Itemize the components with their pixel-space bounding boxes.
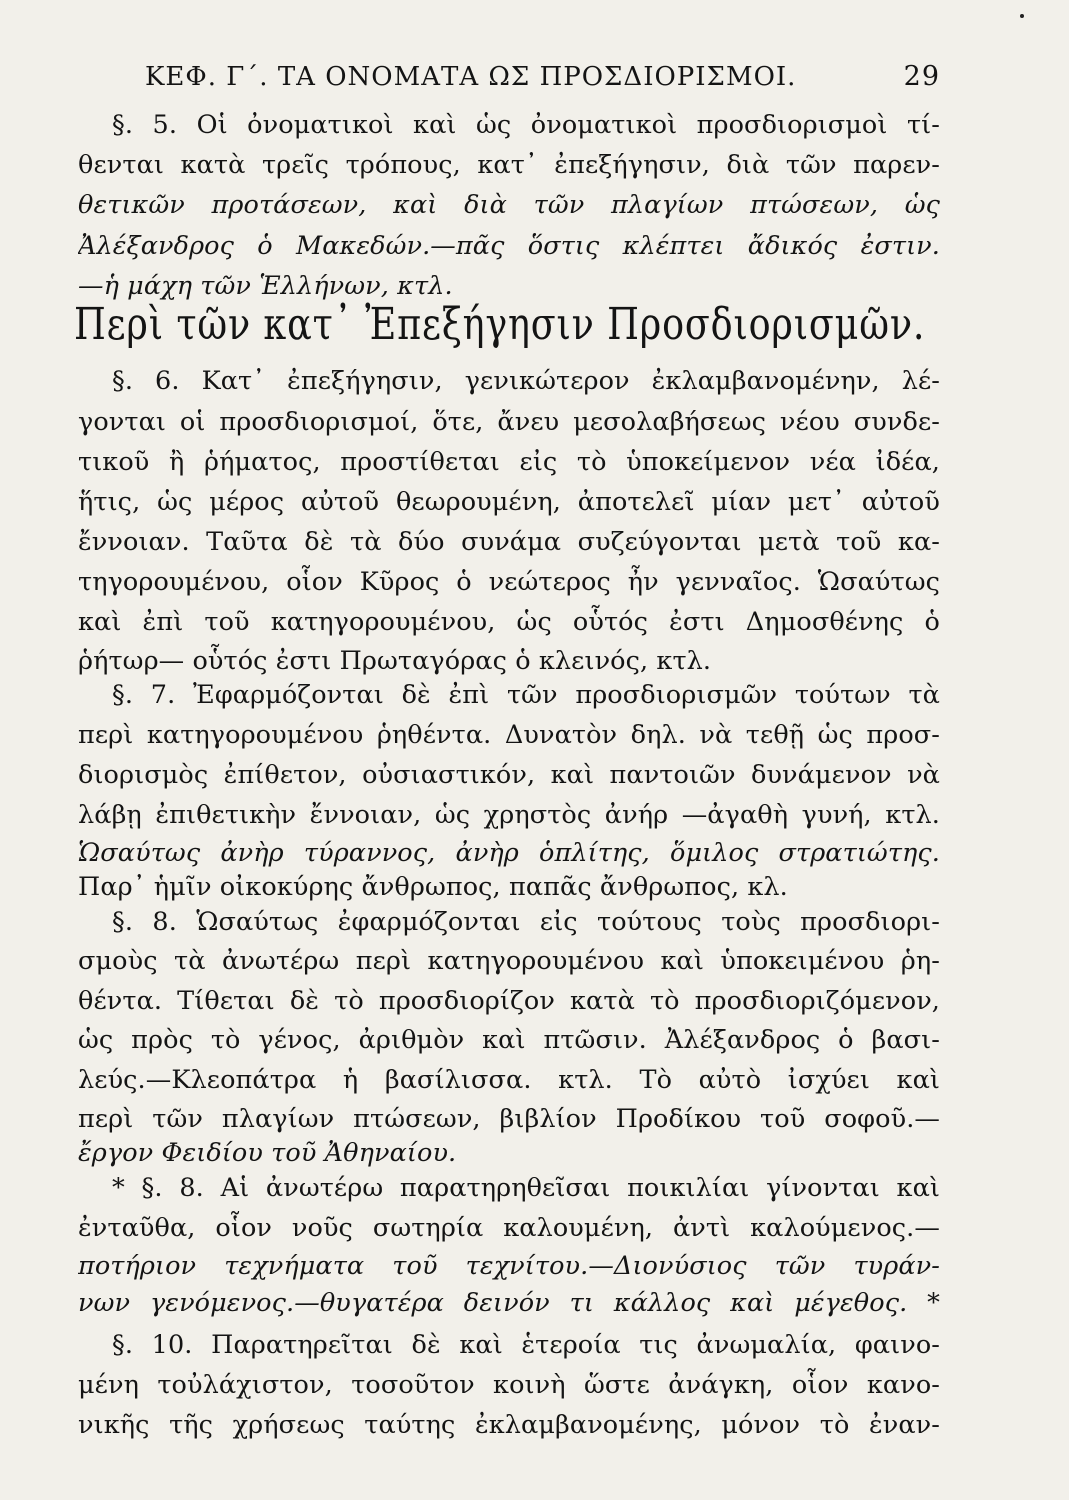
text-line: Ἀλέξανδρος ὁ Μακεδών.—πᾶς ὅστις κλέπτει ἄδικός ἐστιν.	[78, 231, 940, 261]
section-heading: Περὶ τῶν κατ᾽ Ἐπεξήγησιν Προσδιορισμῶν.	[74, 299, 926, 350]
text-line: ἐνταῦθα, οἷον νοῦς σωτηρία καλουμένη, ἀντὶ καλούμενος.—	[78, 1213, 940, 1243]
text-line: Ὡσαύτως ἀνὴρ τύραννος, ἀνὴρ ὁπλίτης, ὅμιλος στρατιώτης.	[78, 838, 940, 868]
text-line: περὶ κατηγορουμένου ῥηθέντα. Δυνατὸν δηλ. νὰ τεθῇ ὡς προσ-	[78, 720, 940, 750]
text-line: νων γενόμενος.—θυγατέρα δεινόν τι κάλλος καὶ μέγεθος. *	[78, 1288, 940, 1318]
text-line: §. 10. Παρατηρεῖται δὲ καὶ ἑτεροία τις ἀνωμαλία, φαινο-	[112, 1330, 940, 1360]
text-line: §. 7. Ἐφαρμόζονται δὲ ἐπὶ τῶν προσδιορισμῶν τούτων τὰ	[112, 680, 940, 710]
text-line: —ἡ μάχη τῶν Ἑλλήνων, κτλ.	[78, 271, 453, 301]
text-line: μένη τοὐλάχιστον, τοσοῦτον κοινὴ ὥστε ἀνάγκη, οἷον κανο-	[78, 1370, 940, 1400]
text-line: §. 8. Ὡσαύτως ἐφαρμόζονται εἰς τούτους τοὺς προσδιορι-	[112, 907, 940, 937]
running-head	[145, 58, 940, 98]
text-line: ἥτις, ὡς μέρος αὐτοῦ θεωρουμένη, ἀποτελεῖ μίαν μετ᾽ αὐτοῦ	[78, 487, 940, 517]
text-line: ποτήριον τεχνήματα τοῦ τεχνίτου.—Διονύσιος τῶν τυράν-	[78, 1251, 940, 1281]
text-line: ἔργον Φειδίου τοῦ Ἀθηναίου.	[78, 1138, 457, 1168]
text-line: τικοῦ ἢ ῥήματος, προστίθεται εἰς τὸ ὑποκείμενον νέα ἰδέα,	[78, 447, 940, 477]
text-line: νικῆς τῆς χρήσεως ταύτης ἐκλαμβανομένης, μόνον τὸ ἐναν-	[78, 1410, 940, 1440]
running-title: ΚΕΦ. Γ΄. ΤΑ ΟΝΟΜΑΤΑ ΩΣ ΠΡΟΣΔΙΟΡΙΣΜΟΙ.	[145, 62, 797, 92]
text-line: λάβῃ ἐπιθετικὴν ἔννοιαν, ὡς χρηστὸς ἀνήρ —ἀγαθὴ γυνή, κτλ.	[78, 800, 940, 830]
text-line: * §. 8. Αἱ ἀνωτέρω παρατηρηθεῖσαι ποικιλίαι γίνονται καὶ	[112, 1173, 940, 1203]
text-line: τηγορουμένου, οἷον Κῦρος ὁ νεώτερος ἦν γενναῖος. Ὡσαύτως	[78, 567, 940, 597]
text-line: ῥήτωρ— οὗτός ἐστι Πρωταγόρας ὁ κλεινός, κτλ.	[78, 646, 712, 676]
text-line: καὶ ἐπὶ τοῦ κατηγορουμένου, ὡς οὗτός ἐστι Δημοσθένης ὁ	[78, 607, 940, 637]
text-line: γονται οἱ προσδιορισμοί, ὅτε, ἄνευ μεσολαβήσεως νέου συνδε-	[78, 407, 940, 437]
text-line: διορισμὸς ἐπίθετον, οὐσιαστικόν, καὶ παντοιῶν δυνάμενον νὰ	[78, 760, 940, 790]
text-line: θετικῶν προτάσεων, καὶ διὰ τῶν πλαγίων πτώσεων, ὡς	[78, 190, 940, 220]
page-number: 29	[903, 61, 940, 92]
text-line: θενται κατὰ τρεῖς τρόπους, κατ᾽ ἐπεξήγησιν, διὰ τῶν παρεν-	[78, 150, 940, 180]
text-line: θέντα. Τίθεται δὲ τὸ προσδιορίζον κατὰ τὸ προσδιοριζόμενον,	[78, 986, 940, 1016]
text-line: ὡς πρὸς τὸ γένος, ἀριθμὸν καὶ πτῶσιν. Ἀλέξανδρος ὁ βασι-	[78, 1025, 940, 1055]
text-line: Παρ᾽ ἡμῖν οἰκοκύρης ἄνθρωπος, παπᾶς ἄνθρωπος, κλ.	[78, 872, 788, 902]
text-line: σμοὺς τὰ ἀνωτέρω περὶ κατηγορουμένου καὶ ὑποκειμένου ῥη-	[78, 946, 940, 976]
text-line: περὶ τῶν πλαγίων πτώσεων, βιβλίον Προδίκου τοῦ σοφοῦ.—	[78, 1104, 940, 1134]
text-line: ἔννοιαν. Ταῦτα δὲ τὰ δύο συνάμα συζεύγονται μετὰ τοῦ κα-	[78, 527, 940, 557]
text-line: §. 6. Κατ᾽ ἐπεξήγησιν, γενικώτερον ἐκλαμβανομένην, λέ-	[112, 366, 940, 396]
text-line: λεύς.—Κλεοπάτρα ἡ βασίλισσα. κτλ. Τὸ αὐτὸ ἰσχύει καὶ	[78, 1065, 940, 1095]
ink-speck	[1020, 14, 1024, 18]
text-line: §. 5. Οἱ ὀνοματικοὶ καὶ ὡς ὀνοματικοὶ προσδιορισμοὶ τί-	[112, 110, 940, 140]
